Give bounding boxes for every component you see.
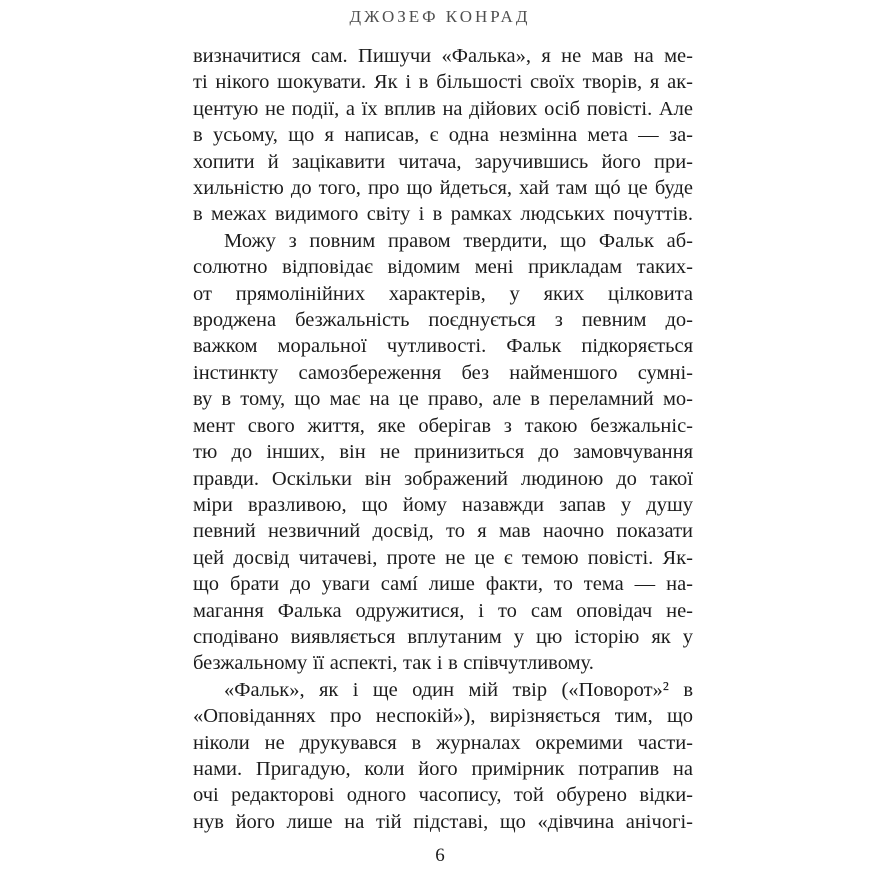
text-line: сподівано виявляється вплутаним у цю історію як у [193, 625, 693, 648]
text-line: правди. Оскільки він зображений людиною до такої [193, 467, 693, 490]
text-line: солютно відповідає відомим мені прикладам таких- [193, 256, 693, 279]
text-line: в межах видимого світу і в рамках людських почуттів. [193, 203, 693, 226]
text-line: Можу з повним правом твердити, що Фальк аб- [224, 229, 693, 252]
text-line: визначитися сам. Пишучи «Фалька», я не мав на ме- [193, 45, 693, 67]
text-line: вроджена безжальність поєднується з певним до- [193, 309, 693, 332]
text-line: хильністю до того, про що йдеться, хай там щó це буде [193, 177, 693, 200]
text-line: от прямолінійних характерів, у яких цілковита [193, 282, 693, 305]
text-line: безжальному її аспекті, так і в співчутливому. [193, 652, 594, 675]
text-line: хопити й зацікавити читача, заручившись його при- [193, 150, 693, 173]
text-line: міри вразливою, що йому назавжди запав у душу [193, 493, 693, 516]
text-line: нами. Пригадую, коли його примірник потрапив на [193, 757, 693, 780]
paragraph-1 [193, 43, 693, 228]
text-line: цей досвід читачеві, проте не це є темою повісті. Як- [193, 546, 693, 569]
text-line: що брати до уваги самí лише факти, то тема — на- [193, 573, 693, 596]
paragraph-3 [193, 677, 693, 835]
text-line: нув його лише на тій підставі, що «дівчина анічогі- [193, 810, 693, 833]
text-line: інстинкту самозбереження без найменшого сумні- [193, 361, 693, 384]
paragraph-2 [193, 228, 693, 677]
text-line: магання Фалька одружитися, і то сам оповідач не- [193, 599, 693, 622]
text-line: ву в тому, що має на це право, але в переламний мо- [193, 388, 693, 411]
text-line: певний незвичний досвід, то я мав наочно показати [193, 520, 693, 543]
text-line: «Оповіданнях про неспокій»), вирізняється тим, що [193, 705, 693, 728]
text-line: ніколи не друкувався в журналах окремими части- [193, 731, 693, 754]
text-line: «Фальк», як і ще один мій твір («Поворот»² в [224, 678, 693, 701]
text-line: очі редакторові одного часопису, той обурено відки- [193, 784, 693, 807]
text-line: тю до інших, він не принизиться до замовчування [193, 441, 693, 464]
text-line: важком моральної чутливості. Фальк підкоряється [193, 335, 693, 358]
page-number: 6 [435, 845, 445, 866]
text-line: ті нікого шокувати. Як і в більшості своїх творів, я ак- [193, 71, 693, 94]
text-block [193, 43, 693, 835]
text-line: мент свого життя, яке оберігав з такою безжальніс- [193, 414, 693, 437]
running-header: ДЖОЗЕФ КОНРАД [349, 7, 531, 26]
text-line: центую не події, а їх вплив на дійових осіб повісті. Але [193, 97, 693, 120]
text-line: в усьому, що я написав, є одна незмінна мета — за- [193, 124, 693, 147]
